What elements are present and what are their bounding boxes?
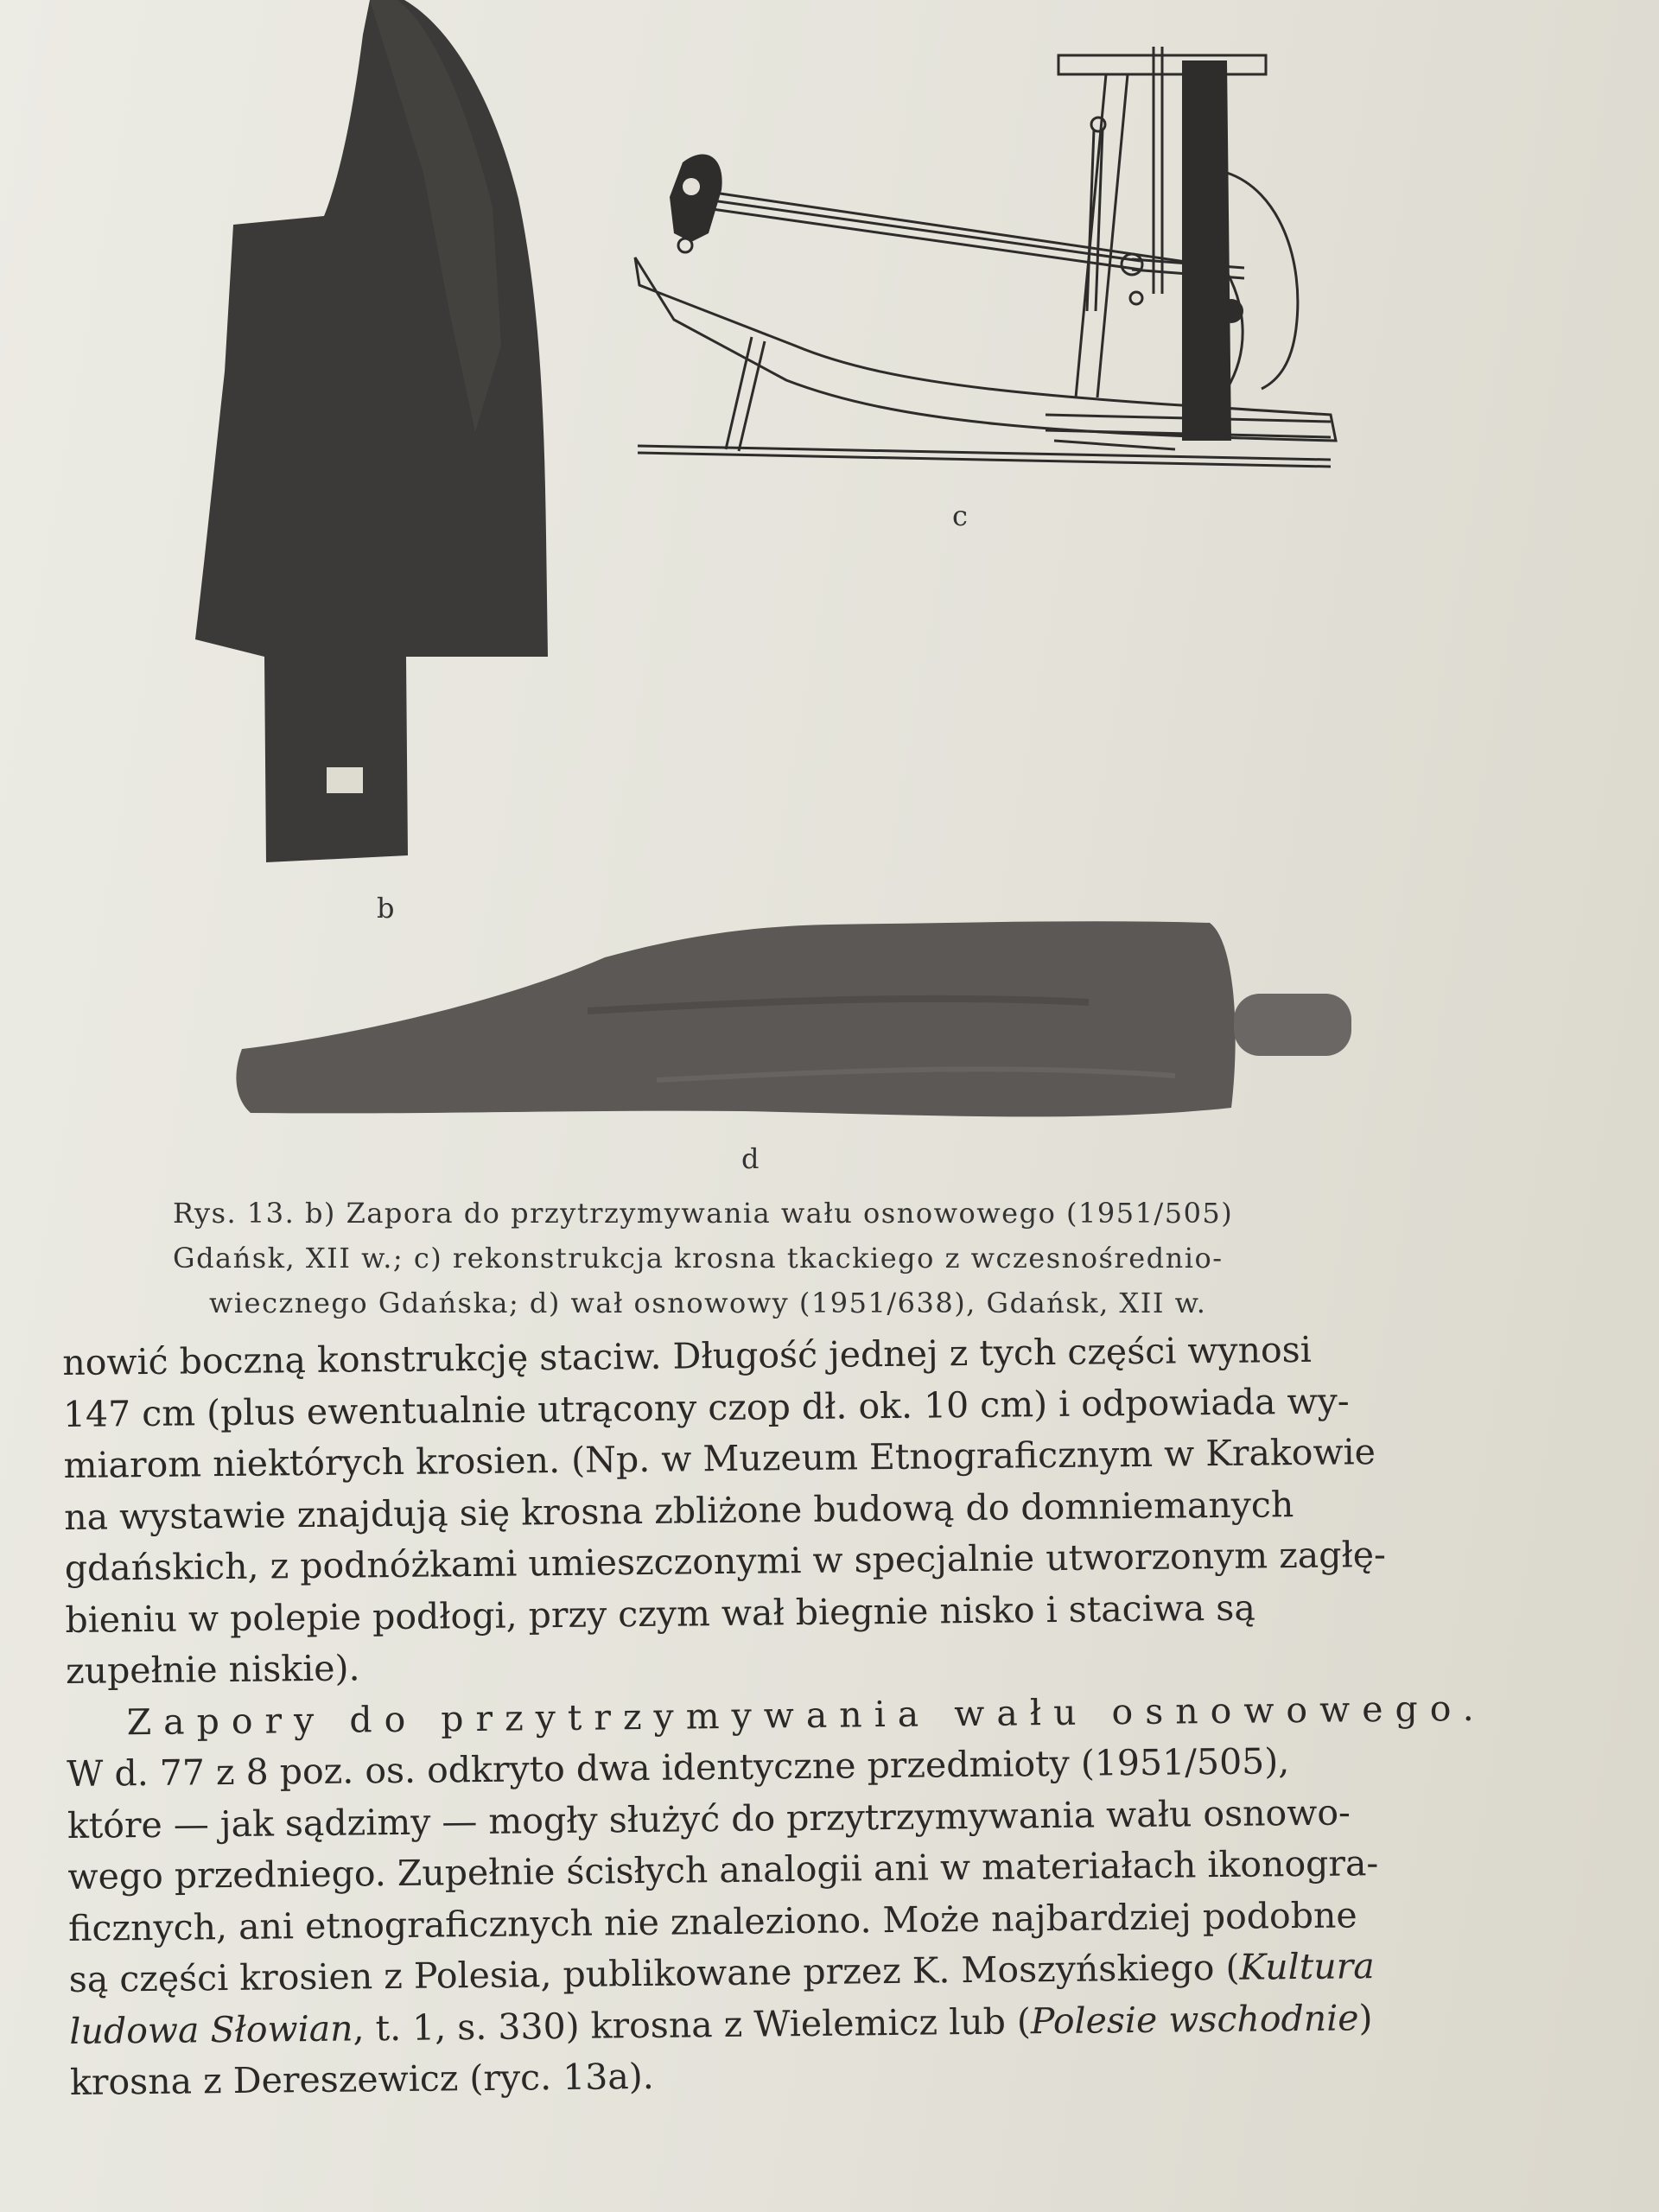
text-segment: , t. 1, s. 330) krosna z Wielemicz lub ( <box>353 1999 1032 2050</box>
figure-b-warp-beam-stop <box>190 0 570 873</box>
body-text <box>62 1322 1539 2108</box>
figure-d-label: d <box>741 1142 760 1175</box>
warp-stop-slot <box>327 767 363 793</box>
text-line: zupełnie niskie). <box>65 1647 360 1692</box>
figure-c-loom-reconstruction <box>622 35 1348 484</box>
text-line: ficznych, ani etnograficznych nie znaleziono. Może najbardziej podobne <box>67 1893 1357 1949</box>
figure-caption <box>173 1191 1417 1325</box>
loom-stop-piece <box>670 154 722 242</box>
book-title-segment: ludowa Słowian <box>69 2007 353 2052</box>
text-line: miarom niektórych krosien. (Np. w Muzeum Etnograficznym w Krakowie <box>63 1431 1376 1486</box>
text-line: bieniu w polepie podłogi, przy czym wał biegnie nisko i staciwa są <box>65 1586 1256 1641</box>
caption-line: Rys. 13. b) Zapora do przytrzymywania wału osnowowego (1951/505) <box>173 1197 1234 1230</box>
warp-beam-tenon <box>1234 994 1351 1056</box>
text-line: na wystawie znajdują się krosna zbliżone budową do domniemanych <box>63 1483 1294 1538</box>
text-segment: są części krosien z Polesia, publikowane przez K. Moszyńskiego ( <box>68 1946 1240 2000</box>
text-line: 147 cm (plus ewentualnie utrącony czop dł. ok. 10 cm) i odpowiada wy- <box>62 1379 1350 1435</box>
book-title-segment: Polesie wschodnie <box>1030 1996 1359 2042</box>
text-line: gdańskich, z podnóżkami umieszczonymi w specjalnie utworzonym zagłę- <box>64 1533 1387 1589</box>
text-line: wego przedniego. Zupełnie ścisłych analogii ani w materiałach ikonogra- <box>67 1842 1379 1897</box>
text-segment: ) <box>1358 1996 1373 2038</box>
figure-d-warp-beam <box>225 907 1365 1132</box>
caption-line: Gdańsk, XII w.; c) rekonstrukcja krosna tkackiego z wczesnośrednio- <box>173 1242 1224 1274</box>
figure-b-label: b <box>377 892 395 925</box>
figure-c-label: c <box>952 499 968 532</box>
text-line: W d. 77 z 8 poz. os. odkryto dwa identyczne przedmioty (1951/505), <box>67 1740 1290 1795</box>
text-line: nowić boczną konstrukcję staciw. Długość jednej z tych części wynosi <box>62 1328 1313 1383</box>
loom-dark-post <box>1182 60 1231 441</box>
text-line: krosna z Dereszewicz (ryc. 13a). <box>69 2055 655 2103</box>
warp-beam-body <box>236 921 1235 1116</box>
warp-stop-silhouette <box>195 0 548 862</box>
caption-line: wiecznego Gdańska; d) wał osnowowy (1951/638), Gdańsk, XII w. <box>209 1287 1207 1319</box>
book-title-segment: Kultura <box>1239 1945 1375 1988</box>
text-line: które — jak sądzimy — mogły służyć do przytrzymywania wału osnowo- <box>67 1790 1351 1847</box>
section-heading: Zapory do przytrzymywania wału osnowowego. <box>126 1687 1486 1743</box>
